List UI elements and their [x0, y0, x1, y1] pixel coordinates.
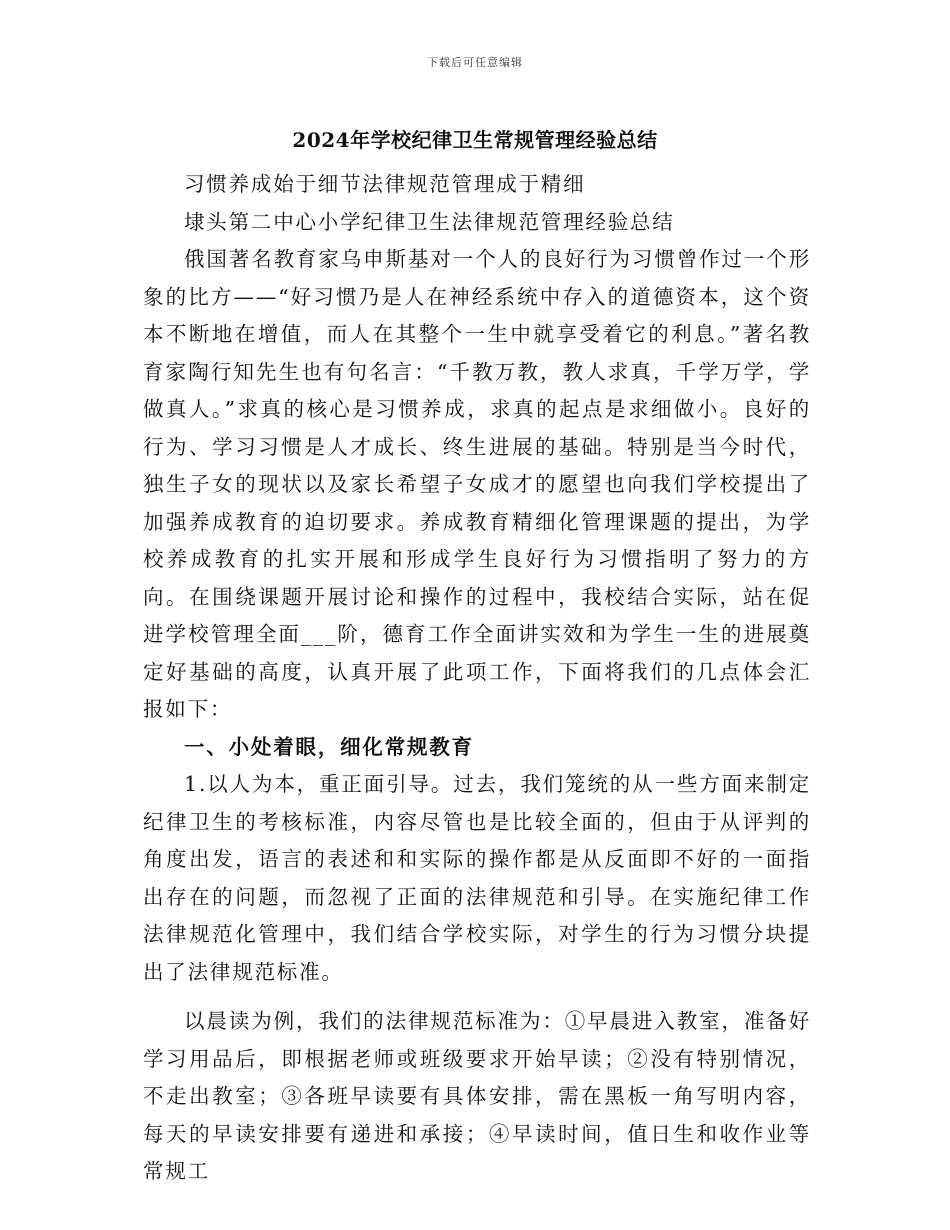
document-body	[143, 166, 811, 1191]
header-note: 下载后可任意编辑	[427, 56, 523, 69]
subtitle-line-1: 习惯养成始于细节法律规范管理成于精细	[184, 172, 586, 196]
section-heading-1: 一、小处着眼，细化常规教育	[184, 734, 474, 759]
body-paragraph-1: 俄国著名教育家乌申斯基对一个人的良好行为习惯曾作过一个形象的比方——“好习惯乃是人在神经系统中存入的道德资本，这个资本不断地在增值，而人在其整个一生中就享受着它的利息。”著名教育家陶行知先生也有句名言：“千教万教，教人求真，千学万学，学做真人。”求真的核心是习惯养成，求真的起点是求细做小。良好的行为、学习习惯是人才成长、终生进展的基础。特别是当今时代，独生子女的现状以及家长希望子女成才的愿望也向我们学校提出了加强养成教育的迫切要求。养成教育精细化管理课题的提出，为学校养成教育的扎实开展和形成学生良好行为习惯指明了努力的方向。在围绕课题开展讨论和操作的过程中，我校结合实际，站在促进学校管理全面___阶，德育工作全面讲实效和为学生一生的进展奠定好基础的高度，认真开展了此项工作，下面将我们的几点体会汇报如下：	[143, 247, 811, 721]
document-title: 2024年学校纪律卫生常规管理经验总结	[292, 128, 658, 152]
subtitle-line-2: 埭头第二中心小学纪律卫生法律规范管理经验总结	[184, 209, 675, 234]
body-paragraph-3: 以晨读为例，我们的法律规范标准为：①早晨进入教室，准备好学习用品后，即根据老师或班级要求开始早读；②没有特别情况，不走出教室；③各班早读要有具体安排，需在黑板一角写明内容，每天的早读安排要有递进和承接；④早读时间，值日生和收作业等常规工	[143, 1009, 811, 1183]
body-paragraph-2: 1.以人为本，重正面引导。过去，我们笼统的从一些方面来制定纪律卫生的考核标准，内容尽管也是比较全面的，但由于从评判的角度出发，语言的表述和和实际的操作都是从反面即不好的一面指出存在的问题，而忽视了正面的法律规范和引导。在实施纪律工作法律规范化管理中，我们结合学校实际，对学生的行为习惯分块提出了法律规范标准。	[143, 772, 811, 984]
